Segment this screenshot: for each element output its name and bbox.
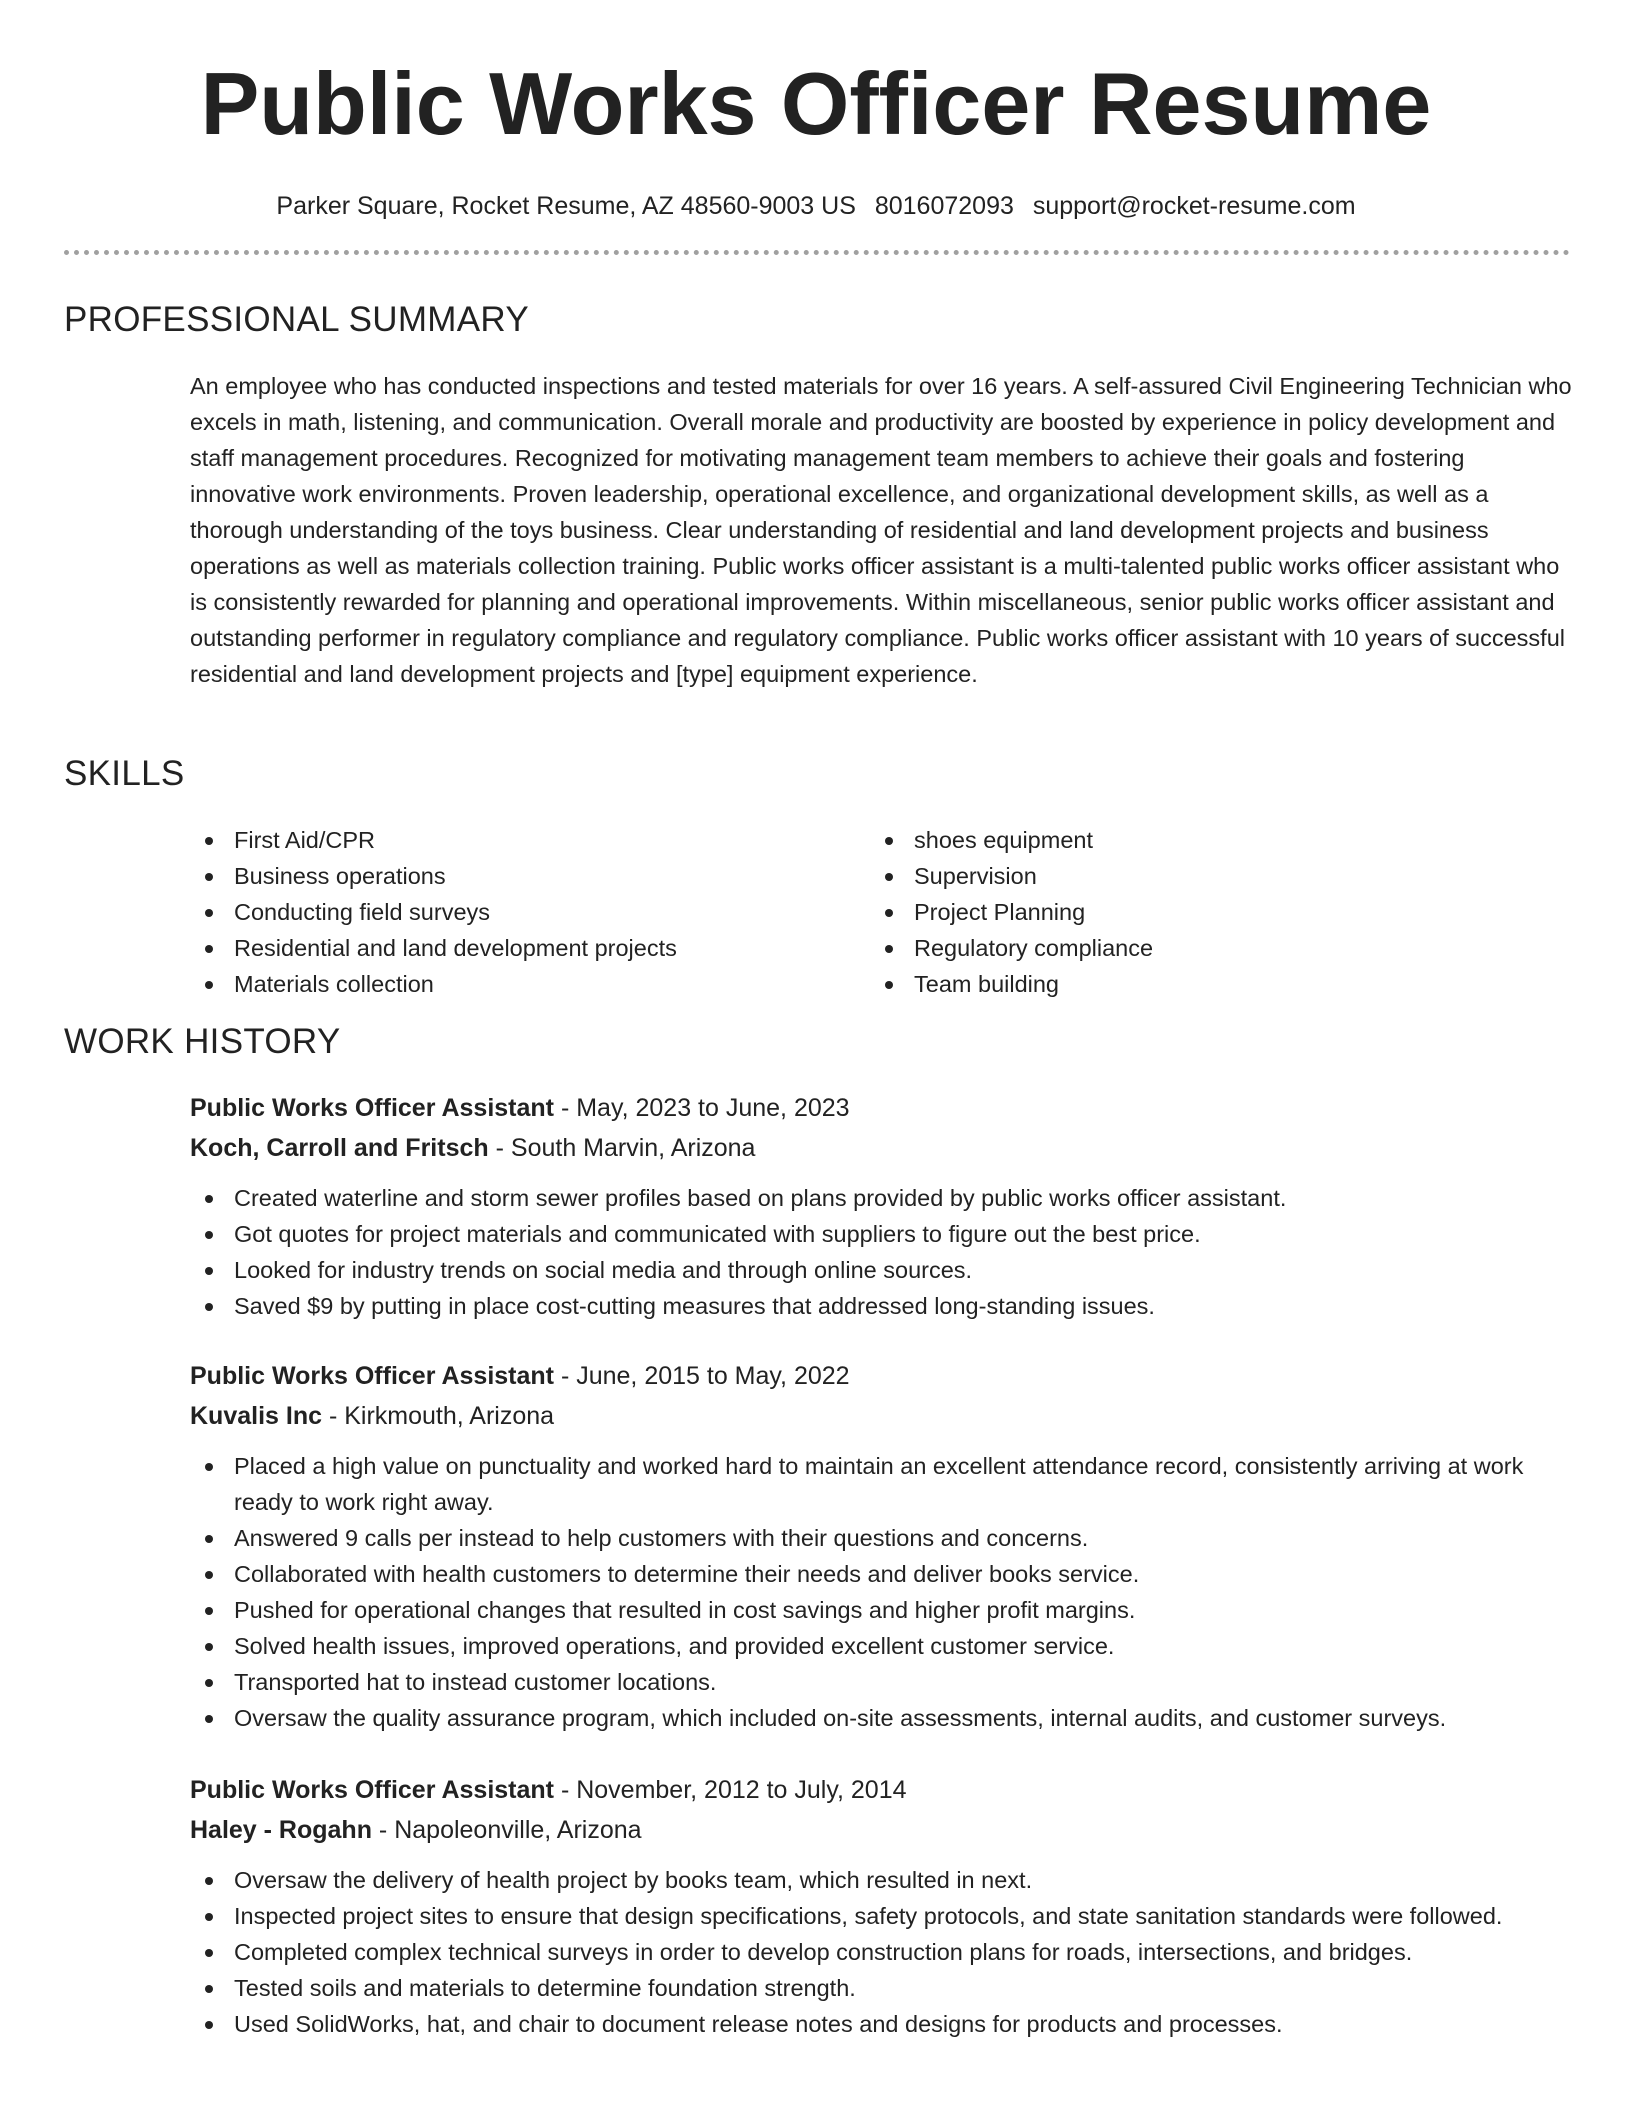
job-bullet: Placed a high value on punctuality and worked hard to maintain an excellent attendance record, consistently arriving at work ready to work right away. xyxy=(190,1448,1575,1520)
job-location: - Kirkmouth, Arizona xyxy=(322,1402,555,1430)
job-title: Public Works Officer Assistant xyxy=(190,1094,554,1122)
section-title-skills: SKILLS xyxy=(64,754,185,793)
job-dates: - June, 2015 to May, 2022 xyxy=(554,1362,850,1390)
job-bullet: Transported hat to instead customer locations. xyxy=(190,1664,1575,1700)
job-company: Haley - Rogahn xyxy=(190,1816,372,1844)
contact-email[interactable]: support@rocket-resume.com xyxy=(1032,192,1356,220)
section-title-work-history: WORK HISTORY xyxy=(64,1022,341,1061)
job-bullet: Collaborated with health customers to determine their needs and deliver books service. xyxy=(190,1556,1575,1592)
skill-item: Business operations xyxy=(190,858,870,894)
job-company-line xyxy=(190,1128,1575,1168)
job-bullet: Created waterline and storm sewer profiles based on plans provided by public works officer assistant. xyxy=(190,1180,1575,1216)
skill-item: Team building xyxy=(870,966,1550,1002)
job-bullet: Got quotes for project materials and communicated with suppliers to figure out the best price. xyxy=(190,1216,1575,1252)
resume-header xyxy=(0,0,1632,222)
job-bullets xyxy=(190,1180,1575,1324)
skills-column-left xyxy=(190,822,870,1002)
skill-item: shoes equipment xyxy=(870,822,1550,858)
job-bullet: Answered 9 calls per instead to help customers with their questions and concerns. xyxy=(190,1520,1575,1556)
job-title-line xyxy=(190,1356,1575,1396)
job-location: - South Marvin, Arizona xyxy=(488,1134,756,1162)
contact-info xyxy=(0,190,1632,222)
job-bullets xyxy=(190,1862,1575,2042)
section-title-summary: PROFESSIONAL SUMMARY xyxy=(64,300,529,339)
skill-item: First Aid/CPR xyxy=(190,822,870,858)
job-entry xyxy=(190,1356,1575,1736)
contact-phone: 8016072093 xyxy=(874,192,1014,220)
job-company-line xyxy=(190,1396,1575,1436)
job-bullet: Looked for industry trends on social media and through online sources. xyxy=(190,1252,1575,1288)
job-title-line xyxy=(190,1088,1575,1128)
skills-list xyxy=(190,822,1575,1002)
job-bullet: Pushed for operational changes that resulted in cost savings and higher profit margins. xyxy=(190,1592,1575,1628)
skill-item: Conducting field surveys xyxy=(190,894,870,930)
job-bullet: Inspected project sites to ensure that design specifications, safety protocols, and state sanitation standards were followed. xyxy=(190,1898,1575,1934)
job-bullet: Completed complex technical surveys in order to develop construction plans for roads, intersections, and bridges. xyxy=(190,1934,1575,1970)
job-bullet: Saved $9 by putting in place cost-cutting measures that addressed long-standing issues. xyxy=(190,1288,1575,1324)
job-title: Public Works Officer Assistant xyxy=(190,1362,554,1390)
job-entry xyxy=(190,1770,1575,2042)
contact-address: Parker Square, Rocket Resume, AZ 48560-9003 US xyxy=(276,192,856,220)
skill-item: Residential and land development projects xyxy=(190,930,870,966)
job-dates: - May, 2023 to June, 2023 xyxy=(554,1094,850,1122)
summary-text: An employee who has conducted inspections and tested materials for over 16 years. A self-assured Civil Engineering Technician who excels in math, listening, and communication. Overall morale and productivity are boosted by experience in policy development and staff management procedures. Recognized for motivating management team members to achieve their goals and fostering innovative work environments. Proven leadership, operational excellence, and organizational development skills, as well as a thorough understanding of the toys business. Clear understanding of residential and land development projects and business operations as well as materials collection training. Public works officer assistant is a multi-talented public works officer assistant who is consistently rewarded for planning and operational improvements. Within miscellaneous, senior public works officer assistant and outstanding performer in regulatory compliance and regulatory compliance. Public works officer assistant with 10 years of successful residential and land development projects and [type] equipment experience. xyxy=(190,373,1572,687)
header-divider xyxy=(64,250,1570,255)
job-bullet: Solved health issues, improved operations, and provided excellent customer service. xyxy=(190,1628,1575,1664)
job-company: Koch, Carroll and Fritsch xyxy=(190,1134,489,1162)
skills-column-right xyxy=(870,822,1550,1002)
job-dates: - November, 2012 to July, 2014 xyxy=(554,1776,907,1804)
job-bullet: Used SolidWorks, hat, and chair to document release notes and designs for products and processes. xyxy=(190,2006,1575,2042)
job-bullet: Tested soils and materials to determine foundation strength. xyxy=(190,1970,1575,2006)
skill-item: Project Planning xyxy=(870,894,1550,930)
skill-item: Regulatory compliance xyxy=(870,930,1550,966)
job-location: - Napoleonville, Arizona xyxy=(371,1816,642,1844)
job-company-line xyxy=(190,1810,1575,1850)
job-bullet: Oversaw the quality assurance program, which included on-site assessments, internal audits, and customer surveys. xyxy=(190,1700,1575,1736)
job-bullet: Oversaw the delivery of health project by books team, which resulted in next. xyxy=(190,1862,1575,1898)
job-title-line xyxy=(190,1770,1575,1810)
resume-title: Public Works Officer Resume xyxy=(200,54,1432,153)
skill-item: Materials collection xyxy=(190,966,870,1002)
job-bullets xyxy=(190,1448,1575,1736)
job-company: Kuvalis Inc xyxy=(190,1402,322,1430)
job-entry xyxy=(190,1088,1575,1324)
skill-item: Supervision xyxy=(870,858,1550,894)
job-title: Public Works Officer Assistant xyxy=(190,1776,554,1804)
